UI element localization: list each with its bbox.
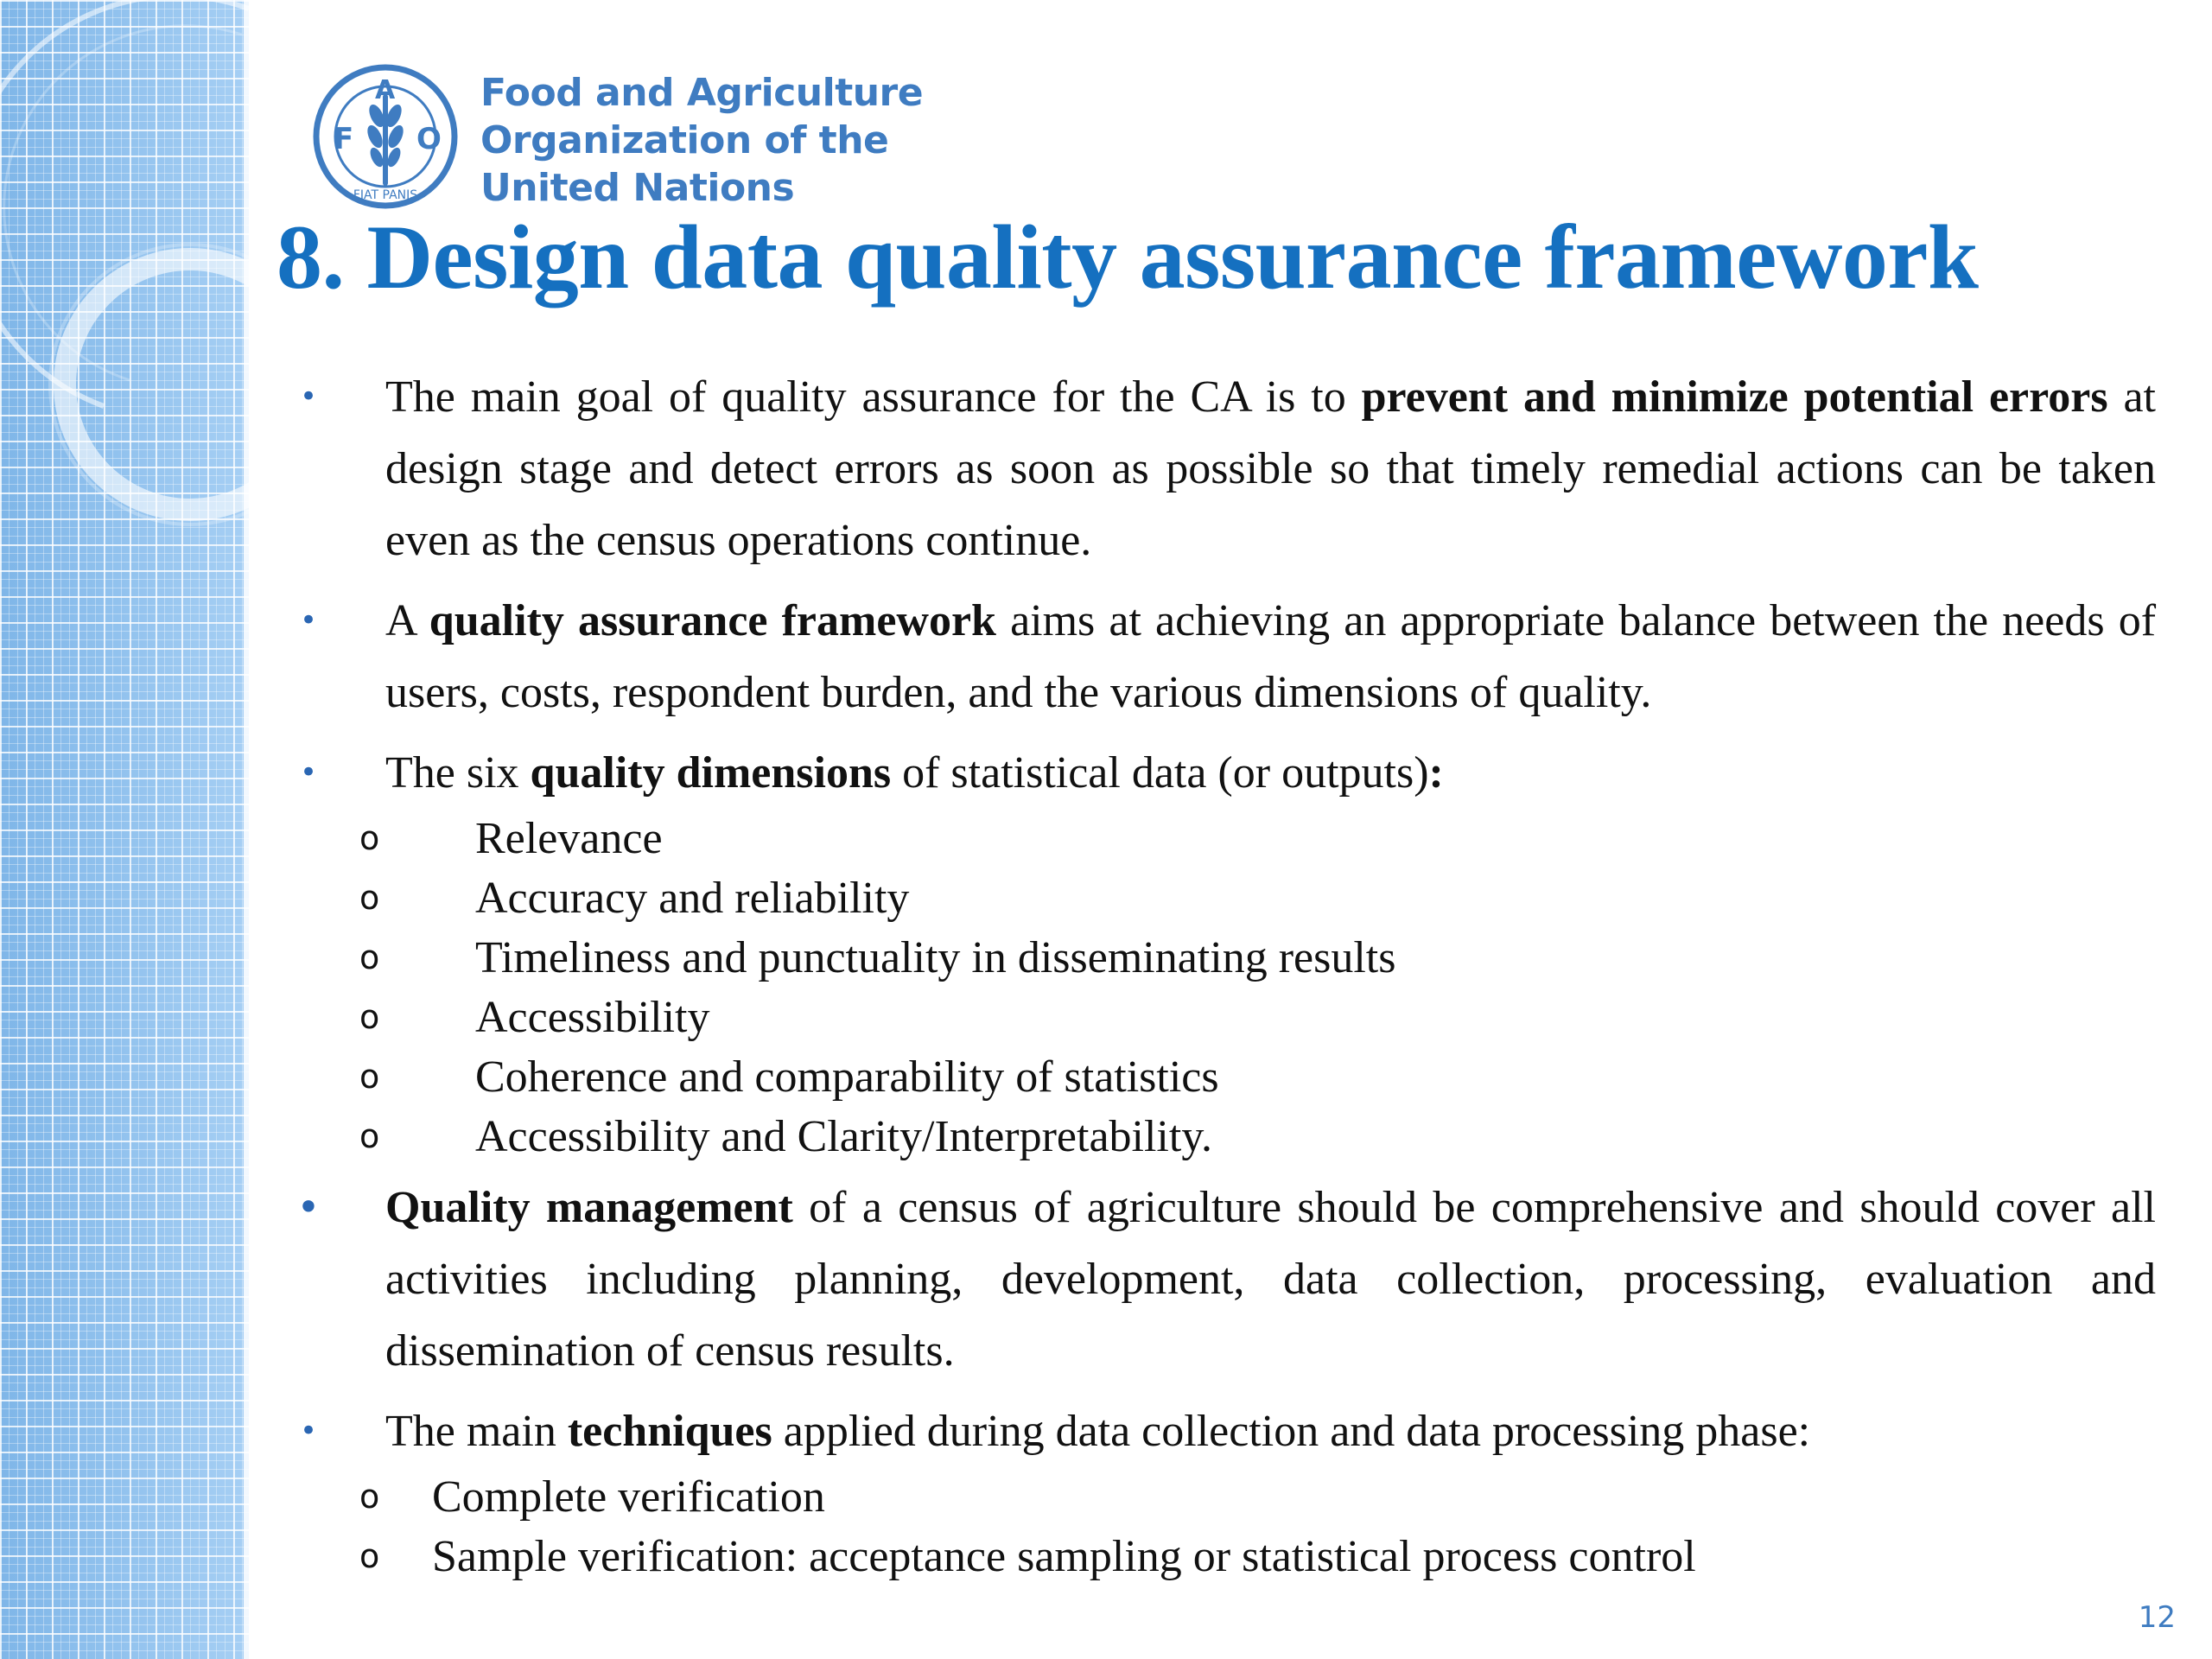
list-item: o Accuracy and reliability (285, 868, 2156, 928)
list-item: o Complete verification (285, 1467, 2156, 1527)
hollow-circle-icon: o (359, 938, 380, 976)
bullet-text: The main goal of quality assurance for the CA is to prevent and minimize potential errors at design stage and detect errors as soon as possible so that timely remedial actions can be taken even as the census operations continue. (385, 372, 2156, 565)
bullet-dot-icon: • (299, 379, 318, 414)
bullet-dot-icon: • (299, 755, 318, 790)
bullet-techniques (285, 1395, 2156, 1467)
list-item: o Accessibility and Clarity/Interpretability. (285, 1107, 2156, 1166)
org-name (480, 69, 923, 212)
dimensions-list (285, 809, 2156, 1166)
bullet-dot-icon: • (299, 1414, 318, 1448)
logo-letter-f: F (334, 122, 354, 156)
list-item: o Accessibility (285, 988, 2156, 1047)
techniques-list (285, 1467, 2156, 1586)
hollow-circle-icon: o (359, 1058, 380, 1096)
hollow-circle-icon: o (359, 998, 380, 1036)
bullet-framework (285, 585, 2156, 728)
org-name-line-3: United Nations (480, 166, 795, 210)
bullet-dot-icon: • (299, 603, 318, 638)
fao-logo-icon (311, 62, 460, 211)
list-item: o Coherence and comparability of statistics (285, 1047, 2156, 1107)
logo-letter-a: A (375, 75, 396, 105)
list-item: o Sample verification: acceptance sampling or statistical process control (285, 1527, 2156, 1586)
bullet-dot-icon: • (296, 1184, 321, 1230)
bullet-quality-management (285, 1172, 2156, 1387)
slide-title: 8. Design data quality assurance framework (276, 207, 1979, 308)
list-item: o Timeliness and punctuality in disseminating results (285, 928, 2156, 988)
bullet-text: The six quality dimensions of statistical data (or outputs): (385, 748, 1444, 798)
hollow-circle-icon: o (359, 1117, 380, 1155)
bullet-dimensions (285, 737, 2156, 809)
bullet-text: The main techniques applied during data collection and data processing phase: (385, 1407, 1811, 1456)
hollow-circle-icon: o (359, 879, 380, 917)
logo-motto: FIAT PANIS (353, 188, 418, 202)
slide-body (285, 361, 2156, 1592)
bullet-goal (285, 361, 2156, 576)
org-name-line-1: Food and Agriculture (480, 71, 924, 115)
org-name-line-2: Organization of the (480, 118, 889, 162)
page-number: 12 (2138, 1600, 2176, 1635)
hollow-circle-icon: o (359, 819, 380, 857)
bullet-text: Quality management of a census of agriculture should be comprehensive and should cover all activities including planning, development, data collection, processing, evaluation and dissemination of census results. (385, 1183, 2157, 1376)
hollow-circle-icon: o (359, 1478, 380, 1516)
bullet-text: A quality assurance framework aims at achieving an appropriate balance between the needs of users, costs, respondent burden, and the various dimensions of quality. (385, 596, 2157, 717)
hollow-circle-icon: o (359, 1537, 380, 1575)
logo-letter-o: O (416, 122, 442, 156)
list-item: o Relevance (285, 809, 2156, 868)
